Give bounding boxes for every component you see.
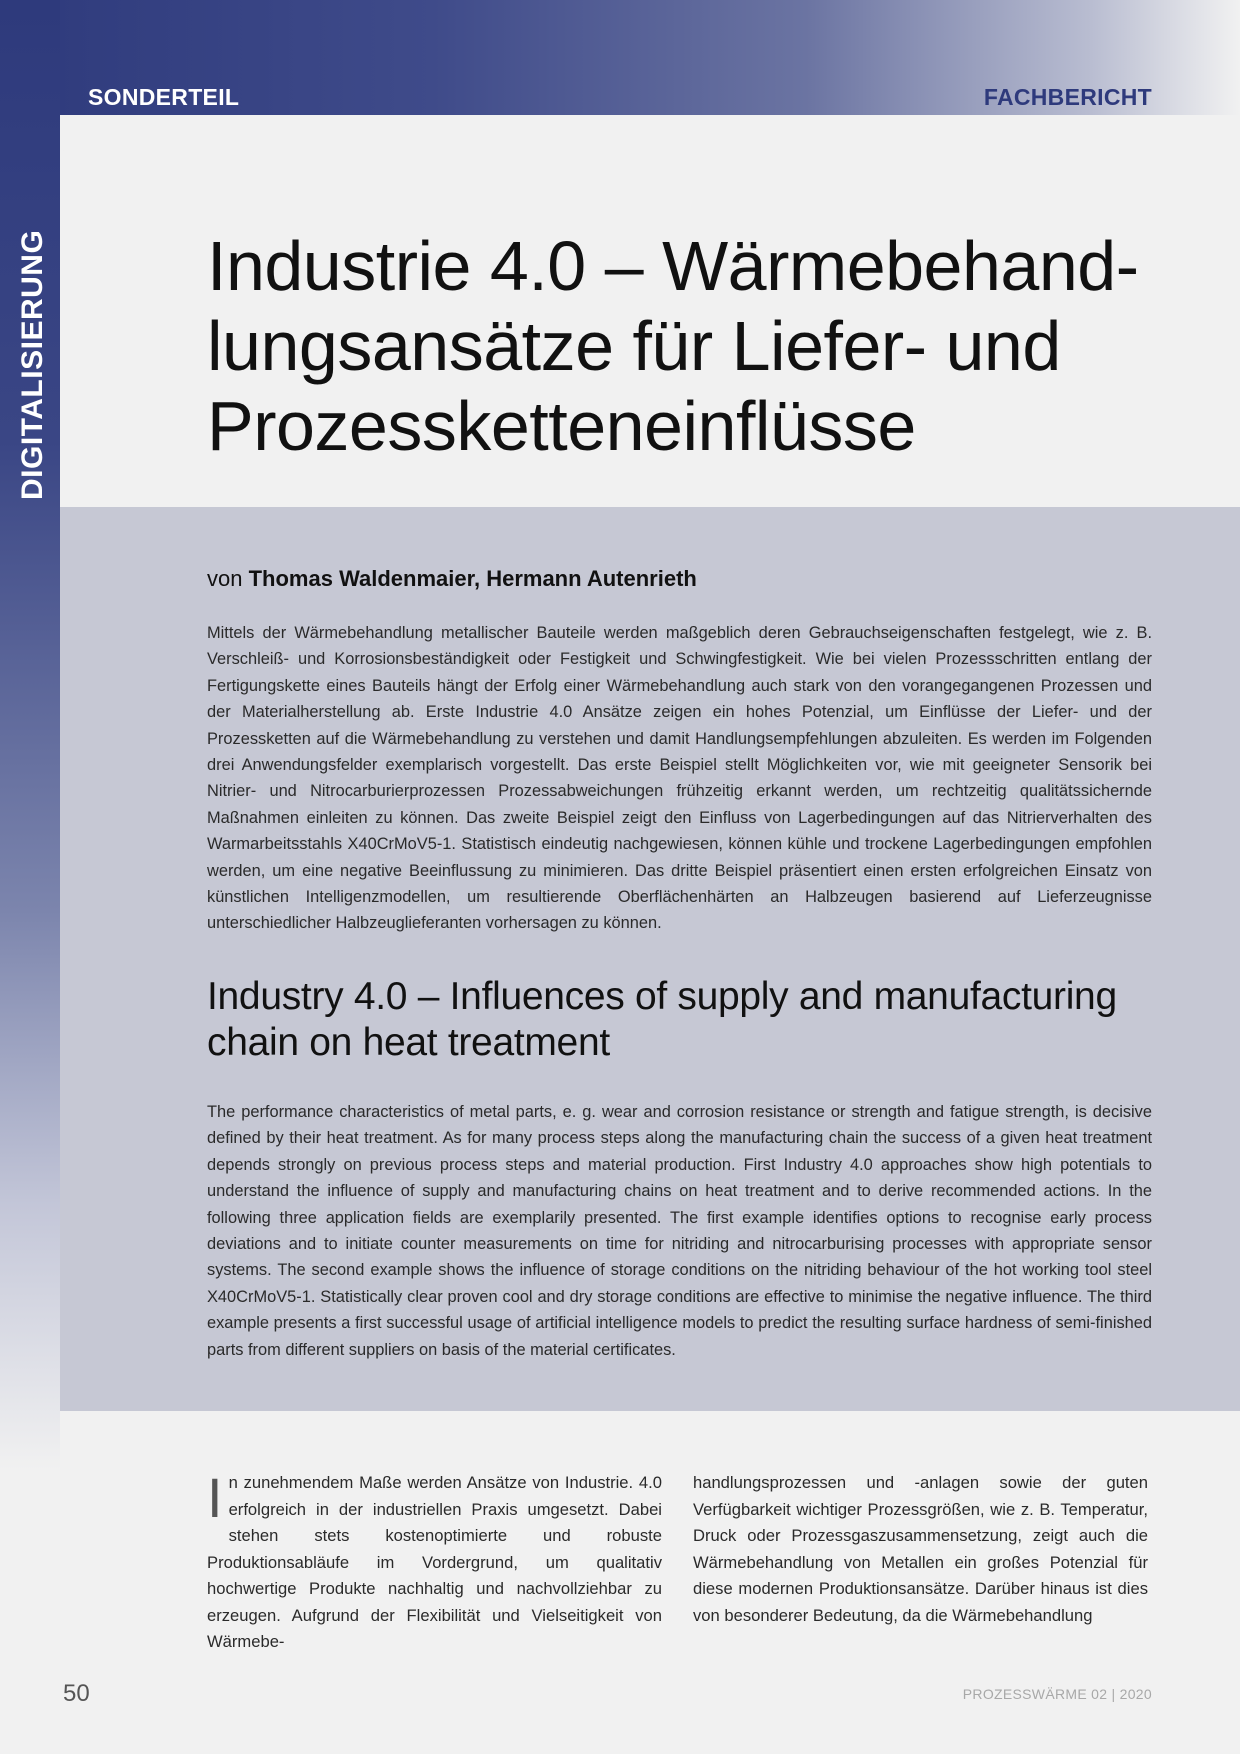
page-number: 50 — [63, 1680, 90, 1707]
section-label-right: FACHBERICHT — [983, 84, 1152, 110]
author-names: Thomas Waldenmaier, Hermann Autenrieth — [248, 566, 697, 591]
side-gradient-band — [0, 0, 60, 1470]
abstract-german: Mittels der Wärmebehandlung metallischer Bauteile werden maßgeblich deren Gebrauchseigenschaften festgelegt, wie z. B. Verschleiß- und Korrosionsbeständigkeit oder Festigkeit und Schwingfestigkeit. Wie bei vielen Prozessschritten entlang der Fertigungskette eines Bauteils hängt der Erfolg einer Wärmebehandlung auch stark von den vorangegangenen Prozessen und der Materialherstellung ab. Erste Industrie 4.0 Ansätze zeigen ein hohes Potenzial, um Einflüsse der Liefer- und der Prozessketten auf die Wärmebehandlung zu verstehen und damit Handlungsempfehlungen abzuleiten. Es werden im Folgenden drei Anwendungsfelder exemplarisch vorgestellt. Das erste Beispiel stellt Möglichkeiten vor, wie mit geeigneter Sensorik bei Nitrier- und Nitrocarburierprozessen Prozessabweichungen frühzeitig erkannt werden, um rechtzeitig qualitätssichernde Maßnahmen einleiten zu können. Das zweite Beispiel zeigt den Einfluss von Lagerbedingungen auf das Nitrierverhalten des Warmarbeitsstahls X40CrMoV5-1. Statistisch eindeutig nachgewiesen, können kühle und trockene Lagerbedingungen empfohlen werden, um eine negative Beeinflussung zu minimieren. Das dritte Beispiel präsentiert einen ersten erfolgreichen Einsatz von künstlichen Intelligenzmodellen, um resultierende Oberflächenhärten an Halbzeugen basierend auf Lieferzeugnisse unterschiedlicher Halbzeuglieferanten vorhersagen zu können. — [207, 624, 1152, 933]
abstract-english: The performance characteristics of metal parts, e. g. wear and corrosion resistance or strength and fatigue strength, is decisive defined by their heat treatment. As for many process steps along the manufacturing chain the success of a given heat treatment depends strongly on previous process steps and material production. First Industry 4.0 approaches show high potentials to understand the influence of supply and manufacturing chains on heat treatment and to derive recommended actions. In the following three application fields are exemplarily presented. The first example identifies options to recognise early process deviations and to initiate counter measurements on time for nitriding and nitrocarburising processes with appropriate sensor systems. The second example shows the influence of storage conditions on the nitriding behaviour of the hot working tool steel X40CrMoV5-1. Statistically clear proven cool and dry storage conditions are effective to minimise the negative influence. The third example presents a first successful usage of artificial intelligence models to predict the resulting surface hardness of semi-finished parts from different suppliers on basis of the material certificates. — [207, 1103, 1152, 1359]
section-label-left: SONDERTEIL — [88, 84, 240, 110]
article-title — [207, 226, 1167, 466]
author-prefix: von — [207, 566, 243, 591]
title-line-3: Prozessketteneinflüsse — [207, 387, 916, 465]
title-line-2: lungsansätze für Liefer- und — [207, 307, 1061, 385]
author-line — [207, 566, 697, 592]
english-title-line-2: chain on heat treatment — [207, 1021, 610, 1064]
english-title — [207, 974, 1167, 1066]
body-text-left: n zunehmendem Maße werden Ansätze von Industrie. 4.0 erfolgreich in der industriellen Praxis umgesetzt. Dabei stehen stets kostenoptimierte und robuste Produktionsabläufe im Vordergrund, um qualitativ hochwertige Produkte nachhaltig und nachvollziehbar zu erzeugen. Aufgrund der Flexibilität und Vielseitigkeit von Wärmebe- — [207, 1473, 662, 1651]
body-text-right: handlungsprozessen und -anlagen sowie der guten Verfügbarkeit wichtiger Prozessgrößen, wie z. B. Temperatur, Druck oder Prozessgaszusammensetzung, zeigt auch die Wärmebehandlung von Metallen ein großes Potenzial für diese modernen Produktionsansätze. Darüber hinaus ist dies von besonderer Bedeutung, da die Wärmebehandlung — [693, 1473, 1148, 1625]
body-column-left — [207, 1466, 662, 1656]
body-column-right — [693, 1470, 1148, 1629]
category-vertical-label: DIGITALISIERUNG — [16, 229, 49, 500]
english-title-line-1: Industry 4.0 – Influences of supply and manufacturing — [207, 975, 1117, 1018]
title-line-1: Industrie 4.0 – Wärmebehand- — [207, 227, 1139, 305]
drop-cap: I — [207, 1466, 223, 1529]
journal-footer: PROZESSWÄRME 02 | 2020 — [962, 1686, 1152, 1702]
